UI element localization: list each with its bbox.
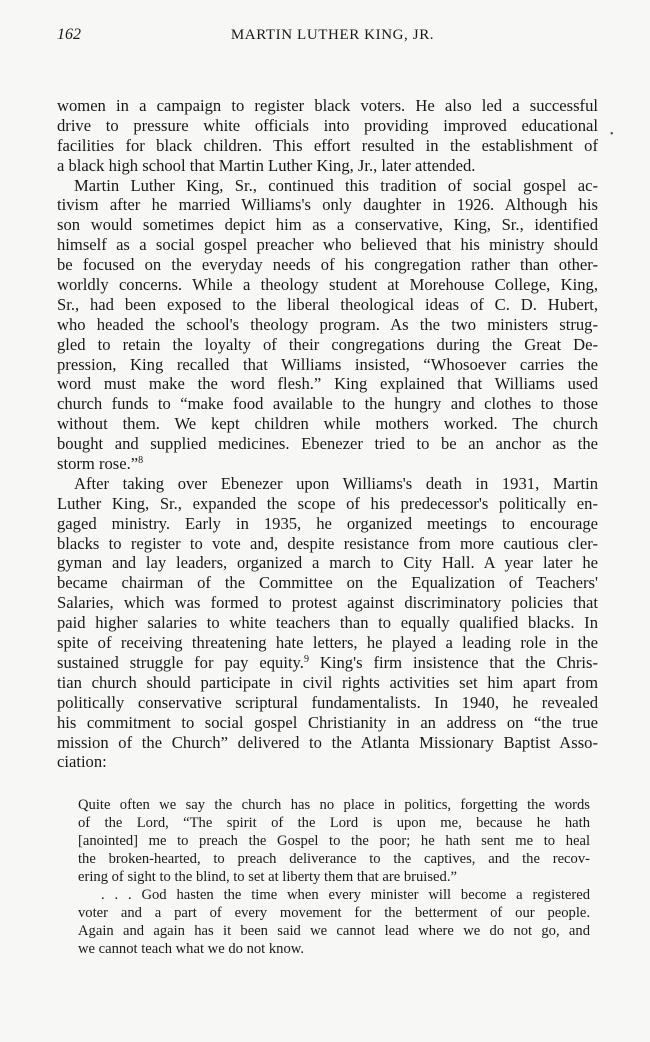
body-line — [57, 693, 598, 713]
margin-mark: • — [610, 129, 614, 140]
body-line — [57, 653, 598, 673]
block-quote-line — [78, 868, 590, 886]
block-quote-line — [78, 814, 590, 832]
body-line — [57, 195, 598, 215]
body-line — [57, 96, 598, 116]
body-line — [57, 733, 598, 753]
block-quote-line — [78, 940, 590, 958]
line-text: pression, King recalled that Williams insisted, “Whosoever carries the — [57, 354, 598, 374]
line-text: sustained struggle for pay equity. — [57, 652, 304, 672]
block-quote-line — [78, 886, 590, 904]
line-text: politically conservative scriptural fundamentalists. In 1940, he revealed — [57, 692, 598, 712]
body-line — [57, 434, 598, 454]
line-text: a black high school that Martin Luther King, Jr., later attended. — [57, 155, 476, 175]
line-text: gaged ministry. Early in 1935, he organized meetings to encourage — [57, 513, 598, 533]
body-text — [57, 96, 598, 772]
line-text: without them. We kept children while mothers worked. The church — [57, 414, 598, 434]
line-text: mission of the Church” delivered to the Atlanta Missionary Baptist Asso- — [57, 732, 598, 752]
line-text: paid higher salaries to white teachers than to equally qualified blacks. In — [57, 613, 598, 633]
body-line — [57, 414, 598, 434]
line-text: church funds to “make food available to the hungry and clothes to those — [57, 394, 598, 414]
line-text: blacks to register to vote and, despite resistance from more cautious cler- — [57, 533, 598, 553]
line-text: who headed the school's theology program. As the two ministers strug- — [57, 314, 598, 334]
line-text: of the Lord, “The spirit of the Lord is upon me, because he hath — [78, 815, 590, 831]
body-line — [57, 534, 598, 554]
line-text: [anointed] me to preach the Gospel to the poor; he hath sent me to heal — [78, 833, 590, 849]
body-line — [57, 136, 598, 156]
body-line — [57, 454, 598, 474]
line-text: tian church should participate in civil rights activities set him apart from — [57, 672, 598, 692]
line-text: gled to retain the loyalty of their congregations during the Great De- — [57, 334, 598, 354]
body-line — [57, 514, 598, 534]
body-line — [57, 613, 598, 633]
body-line — [57, 335, 598, 355]
line-text: Martin Luther King, Sr., continued this tradition of social gospel ac- — [74, 175, 598, 195]
body-line — [57, 295, 598, 315]
line-text: gyman and lay leaders, organized a march to City Hall. A year later he — [57, 553, 598, 573]
block-quote-line — [78, 922, 590, 940]
body-line — [57, 713, 598, 733]
line-text: we cannot teach what we do not know. — [78, 941, 304, 957]
body-line — [57, 355, 598, 375]
line-text: word must make the word flesh.” King explained that Williams used — [57, 374, 598, 394]
block-quote-line — [78, 850, 590, 868]
footnote-reference[interactable]: 8 — [138, 455, 144, 467]
line-text: his commitment to social gospel Christianity in an address on “the true — [57, 712, 598, 732]
line-text: ciation: — [57, 752, 107, 772]
line-text: spite of receiving threatening hate letters, he played a leading role in the — [57, 633, 598, 653]
line-text-continued: King's firm insistence that the Chris- — [308, 652, 599, 672]
line-text: After taking over Ebenezer upon Williams's death in 1931, Martin — [74, 473, 598, 493]
line-text: Luther King, Sr., expanded the scope of his predecessor's politically en- — [57, 493, 598, 513]
line-text: facilities for black children. This effort resulted in the establishment of — [57, 135, 598, 155]
line-text: bought and supplied medicines. Ebenezer tried to be an anchor as the — [57, 434, 598, 454]
block-quote-line — [78, 832, 590, 850]
body-line — [57, 374, 598, 394]
line-text: Salaries, which was formed to protest against discriminatory policies that — [57, 593, 598, 613]
body-line — [57, 315, 598, 335]
body-line — [57, 255, 598, 275]
line-text: Quite often we say the church has no place in politics, forgetting the words — [78, 797, 590, 813]
body-line — [57, 275, 598, 295]
footnote-reference[interactable]: 9 — [303, 653, 309, 665]
body-line — [57, 752, 598, 772]
body-line — [57, 633, 598, 653]
line-text: Again and again has it been said we cannot lead where we do not go, and — [78, 923, 590, 939]
line-text: ering of sight to the blind, to set at liberty them that are bruised.” — [78, 869, 457, 885]
body-line — [57, 235, 598, 255]
body-line — [57, 215, 598, 235]
body-line — [57, 573, 598, 593]
body-line — [57, 156, 598, 176]
line-text: women in a campaign to register black voters. He also led a successful — [57, 96, 598, 115]
line-text: the broken-hearted, to preach deliverance to the captives, and the recov- — [78, 851, 590, 867]
line-text: drive to pressure white officials into providing improved educational — [57, 115, 598, 135]
line-text: worldly concerns. While a theology student at Morehouse College, King, — [57, 275, 598, 295]
line-text: himself as a social gospel preacher who believed that his ministry should — [57, 235, 598, 255]
block-quote — [78, 796, 590, 958]
line-text: became chairman of the Committee on the Equalization of Teachers' — [57, 573, 598, 593]
running-head: MARTIN LUTHER KING, JR. — [230, 27, 435, 43]
body-line — [57, 394, 598, 414]
line-text: . . . God hasten the time when every minister will become a registered — [101, 887, 590, 903]
line-text: Sr., had been exposed to the liberal theological ideas of C. D. Hubert, — [57, 294, 598, 314]
block-quote-line — [78, 904, 590, 922]
page-number: 162 — [57, 26, 81, 43]
body-line — [57, 494, 598, 514]
body-line — [57, 673, 598, 693]
line-text: son would sometimes depict him as a conservative, King, Sr., identified — [57, 215, 598, 235]
body-line — [57, 474, 598, 494]
block-quote-line — [78, 796, 590, 814]
body-line — [57, 116, 598, 136]
line-text: voter and a part of every movement for the betterment of our people. — [78, 905, 590, 921]
line-text: be focused on the everyday needs of his congregation rather than other- — [57, 255, 598, 275]
line-text: storm rose.” — [57, 454, 139, 474]
body-line — [57, 553, 598, 573]
body-line — [57, 176, 598, 196]
line-text: tivism after he married Williams's only daughter in 1926. Although his — [57, 195, 598, 215]
body-line — [57, 593, 598, 613]
